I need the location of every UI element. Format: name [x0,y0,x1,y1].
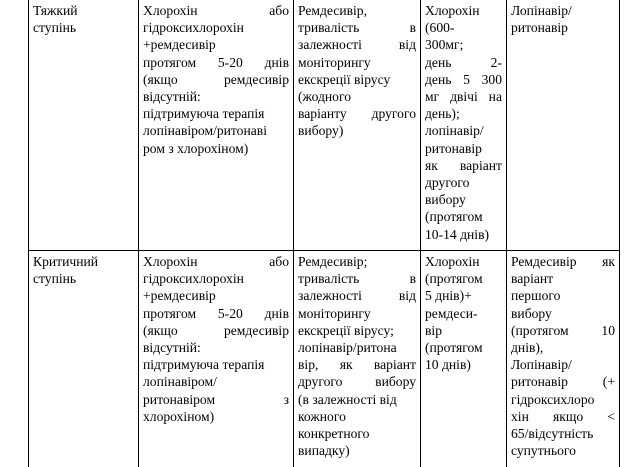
cell-line: Тяжкий [33,2,134,19]
cell-line: гідроксихлоро [511,391,615,408]
cell-line: моніторингу [298,54,416,71]
cell-line: протягом 5-20 днів [143,54,289,71]
cell-line: +ремдесивір [143,36,289,53]
remdesivir-cell [294,251,421,467]
cell-line: залежності від [298,36,416,53]
cell-line: хлорохіном) [143,408,289,425]
cell-line: (протягом [425,270,502,287]
cell-line: другого вибору [298,373,416,390]
table-row [29,0,620,251]
cell-line: кожного [298,408,416,425]
cell-line: протягом 5-20 днів [143,305,289,322]
cell-line: першого [511,287,615,304]
cell-line: лопінавір/ [425,122,502,139]
cell-line: відсутній: [143,339,289,356]
severity-cell [29,0,139,251]
cell-line: (протягом [425,208,502,225]
cell-line: вибору [511,305,615,322]
cell-line: Ремдесивір, [298,2,416,19]
cell-line: днів), [511,339,615,356]
chloroquine-cell [421,251,507,467]
cell-line: ступінь [33,270,134,287]
cell-line: день); [425,105,502,122]
cell-line: варіанту другого [298,105,416,122]
cell-line: хін якщо < [511,408,615,425]
cell-line: гідроксихлорохін [143,270,289,287]
cell-line: підтримуюча терапія [143,105,289,122]
cell-line: лопінавіром/ритонаві [143,122,289,139]
cell-line: Ремдесивір як [511,253,615,270]
cell-line: підтримуюча терапія [143,356,289,373]
cell-line: (в залежності від [298,391,416,408]
cell-line: варіант [511,270,615,287]
cell-line: Хлорохін або [143,2,289,19]
first-line-therapy-cell [139,251,294,467]
cell-line: 5 днів)+ [425,287,502,304]
cell-line: лопінавір/ритона [298,339,416,356]
cell-line: вибору) [298,122,416,139]
cell-line: ступінь [33,19,134,36]
cell-line: Хлорохін [425,2,502,19]
cell-line: 10 днів) [425,356,502,373]
cell-line: відсутній: [143,88,289,105]
cell-line: конкретного [298,425,416,442]
remdesivir-cell [294,0,421,251]
cell-line: моніторингу [298,305,416,322]
cell-line: екскреції вірусу; [298,322,416,339]
cell-line: ром з хлорохіном) [143,140,289,157]
cell-line: супутнього [511,442,615,459]
cell-line: другого [425,174,502,191]
cell-line: екскреції вірусу [298,71,416,88]
cell-line: Лопінавір/ [511,356,615,373]
cell-line: тривалість в [298,270,416,287]
cell-line: день 5 300 [425,71,502,88]
cell-line: гідроксихлорохін [143,19,289,36]
cell-line: ритонавір [425,140,502,157]
lopinavir-cell [507,251,620,467]
cell-line: Хлорохін [425,253,502,270]
first-line-therapy-cell [139,0,294,251]
lopinavir-cell [507,0,620,251]
treatment-table [28,0,620,467]
cell-line: (протягом 10 [511,322,615,339]
cell-line: мг двічі на [425,88,502,105]
cell-line: 300мг; [425,36,502,53]
severity-cell [29,251,139,467]
cell-line: 10-14 днів) [425,226,502,243]
cell-line: Ремдесивір; [298,253,416,270]
cell-line: (якщо ремдесивір [143,322,289,339]
cell-line: ремдеси- [425,305,502,322]
cell-line: ритонавір (+ [511,373,615,390]
cell-line: Лопінавір/ [511,2,615,19]
cell-line: Критичний [33,253,134,270]
cell-line: 65/відсутність [511,425,615,442]
cell-line: ритонавір [511,19,615,36]
cell-line: тривалість в [298,19,416,36]
cell-line: (протягом [425,339,502,356]
cell-line: як варіант [425,157,502,174]
table-row [29,251,620,467]
cell-line: день 2- [425,54,502,71]
cell-line: випадку) [298,442,416,459]
cell-line: (600- [425,19,502,36]
cell-line: (якщо ремдесивір [143,71,289,88]
chloroquine-cell [421,0,507,251]
cell-line: залежності від [298,287,416,304]
cell-line: (жодного [298,88,416,105]
cell-line: вибору [425,191,502,208]
cell-line: вір [425,322,502,339]
cell-line: +ремдесивір [143,287,289,304]
cell-line: ритонавіром з [143,391,289,408]
cell-line: лопінавіром/ [143,373,289,390]
cell-line: Хлорохін або [143,253,289,270]
cell-line: вір, як варіант [298,356,416,373]
